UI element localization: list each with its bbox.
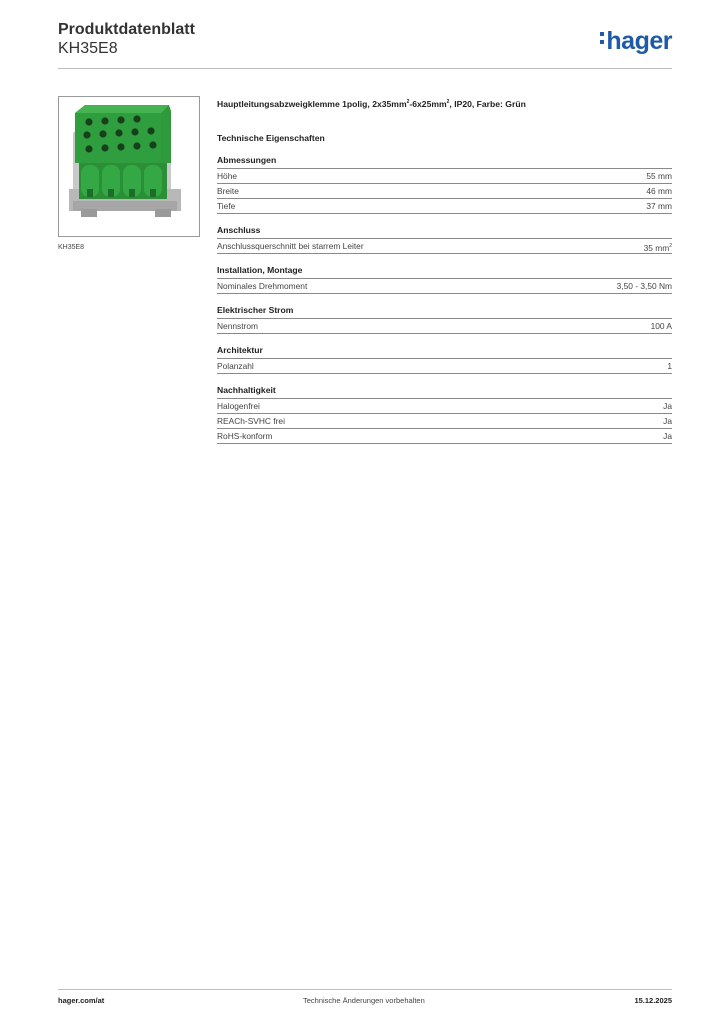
spec-label: Nennstrom <box>217 320 258 331</box>
spec-label: Nominales Drehmoment <box>217 280 308 291</box>
group-anschluss <box>217 225 672 254</box>
spec-value: 1 <box>667 360 672 371</box>
spec-row <box>217 239 672 254</box>
spec-row <box>217 399 672 414</box>
group-title: Architektur <box>217 345 672 359</box>
hager-logo <box>599 28 672 54</box>
spec-value: 37 mm <box>646 200 672 211</box>
group-abmessungen <box>217 155 672 214</box>
spec-label: Breite <box>217 185 239 196</box>
group-installation <box>217 265 672 294</box>
spec-value: 3,50 - 3,50 Nm <box>616 280 672 291</box>
spec-label: Polanzahl <box>217 360 254 371</box>
product-name: Hauptleitungsabzweigklemme 1polig, $2x35mm^2-6x25mm^2$, IP20, Farbe: Grün <box>217 98 526 109</box>
group-nachhaltigkeit <box>217 385 672 444</box>
header-divider <box>58 68 672 69</box>
group-title: Installation, Montage <box>217 265 672 279</box>
logo-colon-icon <box>599 29 606 48</box>
product-details <box>217 96 672 444</box>
spec-row <box>217 199 672 214</box>
logo-text: hager <box>606 27 672 55</box>
spec-value: 35 $mm^2$ <box>643 242 672 253</box>
spec-label: Tiefe <box>217 200 236 211</box>
group-title: Nachhaltigkeit <box>217 385 672 399</box>
spec-row <box>217 414 672 429</box>
spec-label: Anschlussquerschnitt bei starrem Leiter <box>217 240 364 251</box>
spec-value: Ja <box>663 400 672 411</box>
spec-label: Höhe <box>217 170 238 181</box>
spec-row <box>217 279 672 294</box>
spec-row <box>217 319 672 334</box>
spec-value: Ja <box>663 415 672 426</box>
group-strom <box>217 305 672 334</box>
group-title: Anschluss <box>217 225 672 239</box>
spec-label: Halogenfrei <box>217 400 260 411</box>
spec-row <box>217 359 672 374</box>
terminal-block-icon <box>59 97 199 236</box>
spec-label: RoHS-konform <box>217 430 273 441</box>
footer-date: 15.12.2025 <box>634 996 672 1005</box>
spec-value: 46 mm <box>646 185 672 196</box>
group-architektur <box>217 345 672 374</box>
document-title: Produktdatenblatt <box>58 21 195 38</box>
document-header <box>58 20 672 68</box>
group-title: Abmessungen <box>217 155 672 169</box>
footer-divider <box>58 989 672 990</box>
spec-value: 55 mm <box>646 170 672 181</box>
footer-notice: Technische Änderungen vorbehalten <box>303 996 425 1005</box>
spec-value: 100 A <box>650 320 672 331</box>
spec-row <box>217 184 672 199</box>
image-caption: KH35E8 <box>58 244 85 251</box>
spec-label: REACh-SVHC frei <box>217 415 285 426</box>
spec-row <box>217 169 672 184</box>
spec-row <box>217 429 672 444</box>
product-image <box>58 96 200 237</box>
spec-value: Ja <box>663 430 672 441</box>
section-title: Technische Eigenschaften <box>217 132 325 143</box>
article-number: KH35E8 <box>58 40 118 57</box>
group-title: Elektrischer Strom <box>217 305 672 319</box>
footer-website-link[interactable]: hager.com/at <box>58 996 105 1005</box>
